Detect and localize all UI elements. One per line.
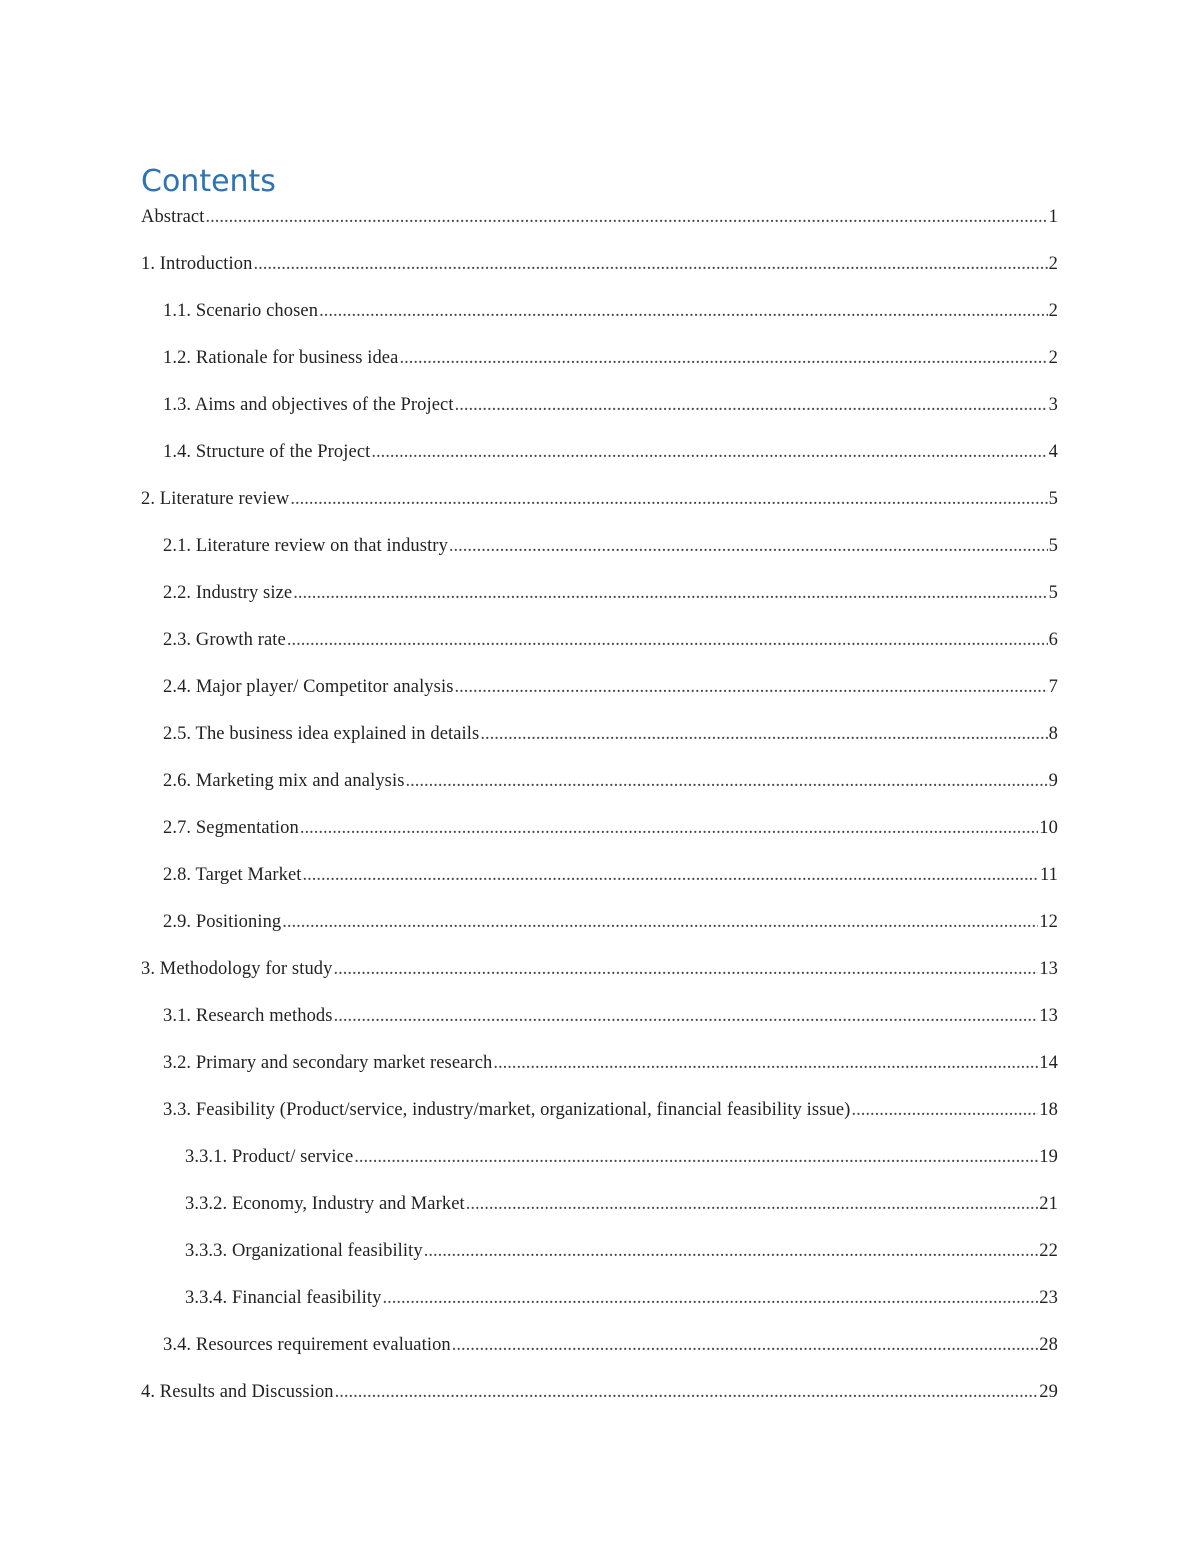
toc-page-number: 12 (1039, 912, 1058, 932)
toc-page-number: 8 (1048, 724, 1058, 744)
toc-entry-text: 2.3. Growth rate (163, 630, 286, 650)
toc-dot-leader (455, 388, 1048, 422)
toc-dot-leader (399, 341, 1047, 375)
toc-page-number: 14 (1039, 1053, 1058, 1073)
toc-dot-leader (335, 1375, 1039, 1409)
toc-dot-leader (406, 764, 1048, 798)
toc-entry-text: 2.4. Major player/ Competitor analysis (163, 677, 454, 697)
toc-entry-text: 3.3.4. Financial feasibility (185, 1288, 382, 1308)
toc-page-number: 7 (1048, 677, 1058, 697)
toc-entry[interactable] (141, 764, 1058, 811)
toc-entry-text: 2.6. Marketing mix and analysis (163, 771, 405, 791)
toc-page-number: 21 (1039, 1194, 1058, 1214)
toc-dot-leader (851, 1093, 1038, 1127)
toc-dot-leader (293, 576, 1047, 610)
toc-entry-text: 3. Methodology for study (141, 959, 333, 979)
toc-entry-text: Abstract (141, 207, 205, 227)
toc-dot-leader (334, 999, 1039, 1033)
toc-entry[interactable] (141, 623, 1058, 670)
toc-dot-leader (282, 905, 1038, 939)
toc-entry[interactable] (141, 341, 1058, 388)
toc-entry[interactable] (141, 1328, 1058, 1375)
toc-entry[interactable] (141, 576, 1058, 623)
toc-page-number: 28 (1039, 1335, 1058, 1355)
toc-page-number: 23 (1039, 1288, 1058, 1308)
toc-dot-leader (354, 1140, 1038, 1174)
toc-entry[interactable] (141, 1046, 1058, 1093)
toc-entry-text: 1. Introduction (141, 254, 253, 274)
toc-page-number: 13 (1039, 959, 1058, 979)
toc-entry-text: 2. Literature review (141, 489, 290, 509)
toc-dot-leader (449, 529, 1048, 563)
toc-page-number: 3 (1048, 395, 1058, 415)
toc-page-number: 9 (1048, 771, 1058, 791)
toc-page-number: 5 (1048, 583, 1058, 603)
toc-entry[interactable] (141, 670, 1058, 717)
toc-entry[interactable] (141, 952, 1058, 999)
toc-page-number: 2 (1048, 254, 1058, 274)
toc-entry-text: 2.5. The business idea explained in details (163, 724, 480, 744)
toc-entry[interactable] (141, 999, 1058, 1046)
toc-page-number: 2 (1048, 348, 1058, 368)
toc-dot-leader (300, 811, 1038, 845)
toc-entry[interactable] (141, 1187, 1058, 1234)
toc-entry[interactable] (141, 1234, 1058, 1281)
toc-entry[interactable] (141, 905, 1058, 952)
toc-entry-text: 3.3.1. Product/ service (185, 1147, 354, 1167)
toc-entry[interactable] (141, 811, 1058, 858)
toc-entry-text: 3.3.2. Economy, Industry and Market (185, 1194, 465, 1214)
toc-dot-leader (480, 717, 1047, 751)
toc-entry[interactable] (141, 200, 1058, 247)
toc-entry-text: 1.1. Scenario chosen (163, 301, 319, 321)
toc-entry[interactable] (141, 858, 1058, 905)
toc-page-number: 19 (1039, 1147, 1058, 1167)
toc-dot-leader (371, 435, 1047, 469)
toc-page-number: 22 (1039, 1241, 1058, 1261)
toc-dot-leader (253, 247, 1047, 281)
toc-page-number: 10 (1039, 818, 1058, 838)
toc-entry[interactable] (141, 247, 1058, 294)
toc-page-number: 29 (1039, 1382, 1058, 1402)
toc-entry-text: 2.7. Segmentation (163, 818, 299, 838)
toc-entry[interactable] (141, 529, 1058, 576)
toc-dot-leader (290, 482, 1047, 516)
toc-entry[interactable] (141, 294, 1058, 341)
toc-entry[interactable] (141, 388, 1058, 435)
toc-dot-leader (493, 1046, 1038, 1080)
toc-entry-text: 3.1. Research methods (163, 1006, 333, 1026)
toc-dot-leader (205, 200, 1047, 234)
toc-entry-text: 3.3.3. Organizational feasibility (185, 1241, 423, 1261)
table-of-contents (141, 200, 1058, 1422)
toc-entry[interactable] (141, 717, 1058, 764)
toc-title: Contents (141, 164, 276, 199)
toc-dot-leader (466, 1187, 1039, 1221)
toc-page-number: 6 (1048, 630, 1058, 650)
toc-entry[interactable] (141, 435, 1058, 482)
toc-entry-text: 1.4. Structure of the Project (163, 442, 371, 462)
toc-page-number: 2 (1048, 301, 1058, 321)
toc-entry-text: 2.1. Literature review on that industry (163, 536, 448, 556)
toc-dot-leader (452, 1328, 1039, 1362)
toc-page-number: 11 (1039, 865, 1058, 885)
toc-entry-text: 4. Results and Discussion (141, 1382, 334, 1402)
toc-entry-text: 2.8. Target Market (163, 865, 302, 885)
toc-dot-leader (334, 952, 1039, 986)
toc-dot-leader (383, 1281, 1039, 1315)
toc-page-number: 13 (1039, 1006, 1058, 1026)
toc-entry-text: 1.2. Rationale for business idea (163, 348, 399, 368)
toc-entry-text: 2.9. Positioning (163, 912, 282, 932)
toc-dot-leader (455, 670, 1048, 704)
toc-entry[interactable] (141, 1375, 1058, 1422)
toc-page-number: 5 (1048, 489, 1058, 509)
toc-entry-text: 3.3. Feasibility (Product/service, industry/market, organizational, financial feasibility issue) (163, 1100, 851, 1120)
toc-entry[interactable] (141, 1093, 1058, 1140)
toc-entry-text: 3.2. Primary and secondary market research (163, 1053, 493, 1073)
toc-page-number: 1 (1048, 207, 1058, 227)
toc-entry-text: 2.2. Industry size (163, 583, 293, 603)
toc-entry[interactable] (141, 1140, 1058, 1187)
toc-entry-text: 1.3. Aims and objectives of the Project (163, 395, 454, 415)
toc-dot-leader (303, 858, 1039, 892)
toc-entry[interactable] (141, 1281, 1058, 1328)
toc-dot-leader (424, 1234, 1039, 1268)
toc-page-number: 18 (1039, 1100, 1058, 1120)
toc-entry[interactable] (141, 482, 1058, 529)
toc-entry-text: 3.4. Resources requirement evaluation (163, 1335, 451, 1355)
toc-page-number: 4 (1048, 442, 1058, 462)
toc-dot-leader (319, 294, 1048, 328)
toc-dot-leader (287, 623, 1048, 657)
toc-page-number: 5 (1048, 536, 1058, 556)
